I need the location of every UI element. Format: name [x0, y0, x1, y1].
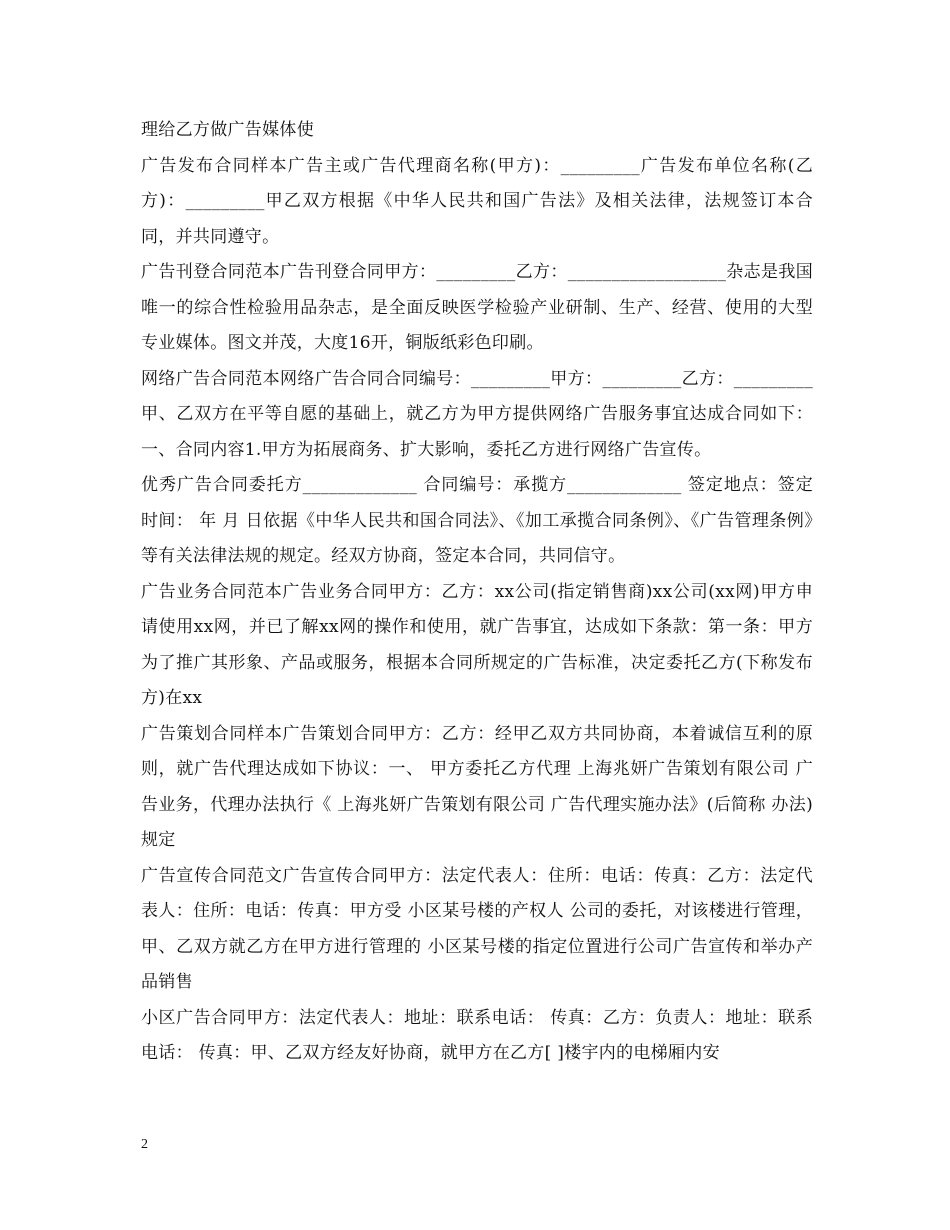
paragraph-community-ad-contract: 小区广告合同甲方：法定代表人：地址：联系电话： 传真：乙方：负责人：地址：联系电话： 传真：甲、乙双方经友好协商，就甲方在乙方[ ]楼宇内的电梯厢内安	[141, 1007, 813, 1063]
paragraph-online-ad-contract: 网络广告合同范本网络广告合同合同编号：_________甲方：_________乙方：_________甲、乙双方在平等自愿的基础上，就乙方为甲方提供网络广告服务事宜达成合同如下：一、合同内容1.甲方为拓展商务、扩大影响，委托乙方进行网络广告宣传。	[141, 368, 813, 460]
page-number: 2	[141, 1137, 148, 1152]
paragraph-excellent-ad-contract: 优秀广告合同委托方_____________ 合同编号：承揽方_____________ 签定地点：签定时间： 年 月 日依据《中华人民共和国合同法》、《加工承揽合同条例》、《广告管理条例》等有关法律法规的规定。经双方协商，签定本合同，共同信守。	[141, 475, 813, 566]
paragraph-ad-business-contract: 广告业务合同范本广告业务合同甲方：乙方：xx公司(指定销售商)xx公司(xx网)甲方申请使用xx网，并已了解xx网的操作和使用，就广告事宜，达成如下条款：第一条：甲方为了推广其形象、产品或服务，根据本合同所规定的广告标准，决定委托乙方(下称发布方)在xx	[141, 581, 813, 708]
document-body	[141, 113, 813, 1072]
paragraph-ad-planning-contract: 广告策划合同样本广告策划合同甲方：乙方：经甲乙双方共同协商，本着诚信互利的原则，就广告代理达成如下协议：一、 甲方委托乙方代理 上海兆妍广告策划有限公司 广告业务，代理办法执行《 上海兆妍广告策划有限公司 广告代理实施办法》(后简称 办法)规定	[141, 723, 813, 850]
paragraph-intro-fragment: 理给乙方做广告媒体使	[141, 120, 314, 140]
paragraph-ad-placement-contract: 广告刊登合同范本广告刊登合同甲方：_________乙方：__________________杂志是我国唯一的综合性检验用品杂志，是全面反映医学检验产业研制、生产、经营、使用的大型专业媒体。图文并茂，大度16开，铜版纸彩色印刷。	[141, 262, 813, 353]
paragraph-ad-publishing-contract: 广告发布合同样本广告主或广告代理商名称(甲方)：_________广告发布单位名称(乙方)：_________甲乙双方根据《中华人民共和国广告法》及相关法律，法规签订本合同，并共同遵守。	[141, 155, 813, 247]
paragraph-ad-promotion-contract: 广告宣传合同范文广告宣传合同甲方：法定代表人：住所：电话：传真：乙方：法定代表人：住所：电话：传真：甲方受 小区某号楼的产权人 公司的委托，对该楼进行管理，甲、乙双方就乙方在甲方进行管理的 小区某号楼的指定位置进行公司广告宣传和举办产品销售	[141, 865, 813, 992]
